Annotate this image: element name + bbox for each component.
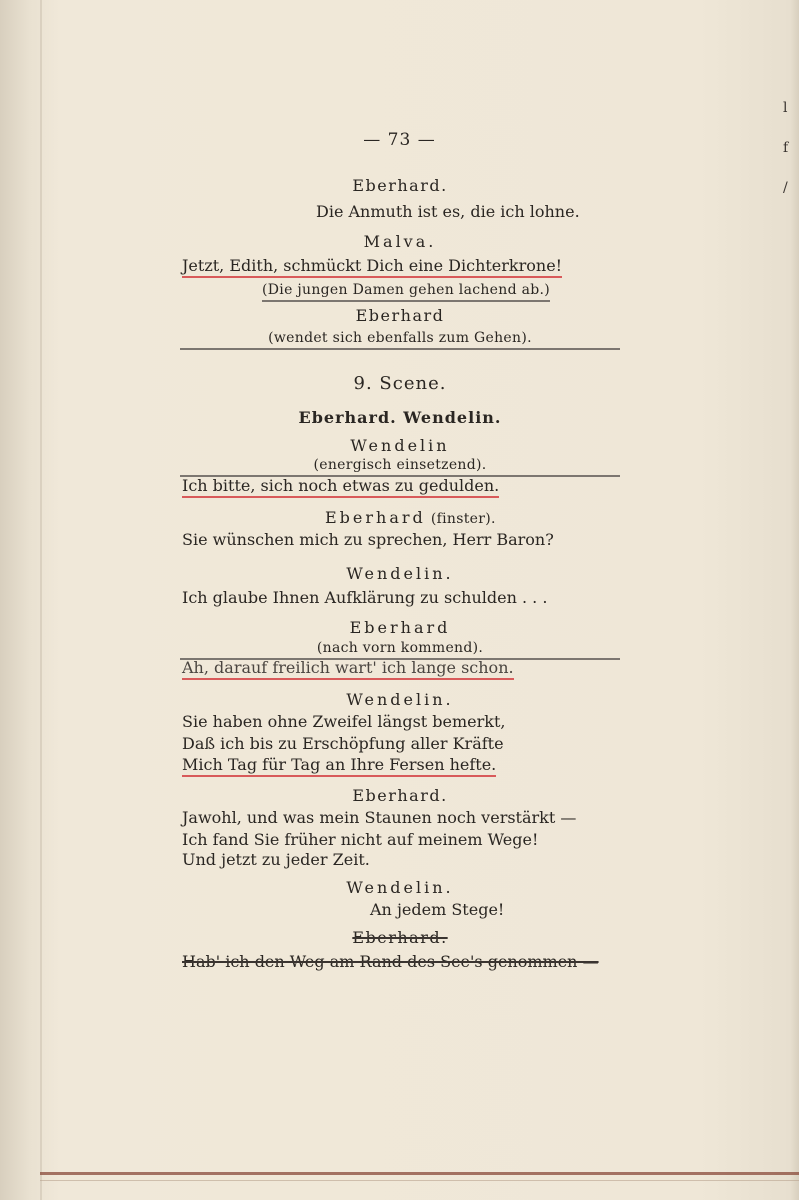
bottom-rule	[40, 1172, 799, 1175]
verse-line: Daß ich bis zu Erschöpfung aller Kräfte	[182, 734, 504, 753]
verse-line: Ich fand Sie früher nicht auf meinem Wege!	[182, 830, 539, 849]
speaker-malva: Malva.	[363, 232, 437, 251]
speaker-eberhard: Eberhard	[355, 306, 445, 325]
speaker-eberhard: Eberhard	[325, 508, 426, 527]
margin-handwriting: /	[783, 180, 788, 196]
scene-persons: Eberhard. Wendelin.	[298, 408, 502, 427]
speaker-wendelin: Wendelin.	[346, 564, 454, 583]
verse-line: Jawohl, und was mein Staunen noch verstärkt —	[182, 808, 577, 827]
margin-handwriting: l	[783, 100, 788, 116]
stage-direction: (energisch einsetzend).	[180, 455, 620, 477]
bottom-rule-thin	[40, 1180, 799, 1181]
verse-line: Ich glaube Ihnen Aufklärung zu schulden . . .	[182, 588, 548, 607]
speaker-eberhard-struck: Eberhard.	[352, 928, 448, 947]
stage-direction: (finster).	[430, 511, 496, 527]
speaker-eberhard: Eberhard.	[352, 176, 448, 195]
scene-heading: 9. Scene.	[353, 373, 447, 394]
stage-direction: (Die jungen Damen gehen lachend ab.)	[262, 280, 550, 302]
verse-line: Und jetzt zu jeder Zeit.	[182, 850, 370, 869]
speaker-wendelin: Wendelin.	[346, 878, 454, 897]
verse-line: Die Anmuth ist es, die ich lohne.	[316, 202, 580, 221]
speaker-wendelin: Wendelin.	[346, 690, 454, 709]
speaker-line	[325, 508, 496, 529]
verse-line-underlined: Jetzt, Edith, schmückt Dich eine Dichterkrone!	[182, 256, 562, 278]
stage-direction: (wendet sich ebenfalls zum Gehen).	[180, 328, 620, 350]
stage-direction: (nach vorn kommend).	[180, 638, 620, 660]
speaker-eberhard: Eberhard	[349, 618, 451, 637]
page-number: — 73 —	[363, 130, 436, 150]
margin-handwriting: f	[783, 140, 789, 156]
speaker-wendelin: Wendelin	[350, 436, 450, 455]
verse-line: An jedem Stege!	[370, 900, 505, 919]
verse-line: Sie wünschen mich zu sprechen, Herr Baron?	[182, 530, 554, 549]
verse-line-struck: Hab' ich den Weg am Rand des See's genommen —	[182, 952, 599, 971]
verse-line-underlined: Ah, darauf freilich wart' ich lange schon.	[182, 658, 514, 680]
speaker-eberhard: Eberhard.	[352, 786, 448, 805]
verse-line-underlined: Ich bitte, sich noch etwas zu gedulden.	[182, 476, 499, 498]
page-spine-shadow	[40, 0, 42, 1200]
verse-line-underlined: Mich Tag für Tag an Ihre Fersen hefte.	[182, 755, 496, 777]
verse-line: Sie haben ohne Zweifel längst bemerkt,	[182, 712, 506, 731]
